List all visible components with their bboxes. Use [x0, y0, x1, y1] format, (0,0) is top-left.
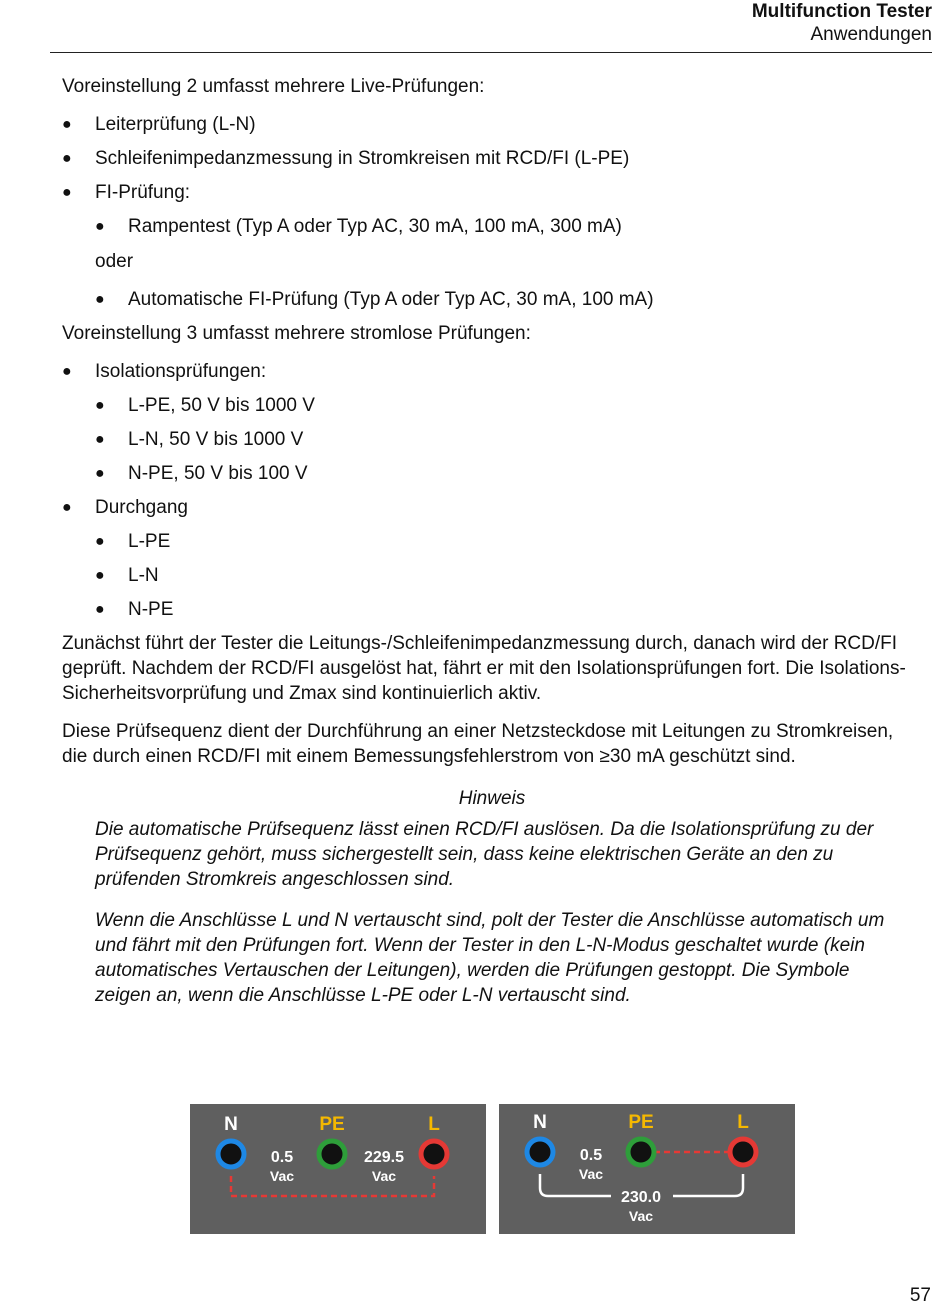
- paragraph: Diese Prüfsequenz dient der Durchführung an einer Netzsteckdose mit Leitungen zu Stromkreisen, die durch einen RCD/FI mit einem Bemessungsfehlerstrom von ≥30 mA geschützt sind.: [62, 721, 894, 767]
- page-number: 57: [909, 1285, 931, 1306]
- sub-list-item: ● L-PE: [95, 531, 171, 552]
- voltage-value: 0.5: [579, 1147, 603, 1164]
- header-subtitle: Anwendungen: [810, 24, 932, 45]
- preset2-intro: Voreinstellung 2 umfasst mehrere Live-Prüfungen:: [62, 76, 485, 97]
- sub-list-item: ● L-N: [95, 565, 159, 586]
- list-item: ● Schleifenimpedanzmessung in Stromkreisen mit RCD/FI (L-PE): [62, 148, 630, 169]
- label-pe: PE: [319, 1114, 345, 1135]
- voltage-value: 229.5: [363, 1149, 405, 1166]
- sub-list-item: ● Rampentest (Typ A oder Typ AC, 30 mA, 100 mA, 300 mA): [95, 216, 622, 237]
- terminal-pe-icon: [319, 1141, 345, 1167]
- bullet-icon: ●: [62, 150, 72, 167]
- label-n: N: [533, 1112, 547, 1133]
- sub-list-item: ● N-PE: [95, 599, 174, 620]
- note-paragraph: Die automatische Prüfsequenz lässt einen RCD/FI auslösen. Da die Isolationsprüfung zu der Prüfsequenz gehört, muss sichergestellt sein, dass keine elektrischen Geräte an den zu prüfenden Stromkreis angeschlossen sind.: [95, 819, 874, 890]
- terminal-n-icon: [527, 1139, 553, 1165]
- voltage-value: 230.0: [620, 1189, 662, 1206]
- bullet-icon: ●: [62, 116, 72, 133]
- bullet-icon: ●: [95, 601, 105, 618]
- label-l: L: [737, 1112, 749, 1133]
- list-item: ● FI-Prüfung:: [62, 182, 191, 203]
- paragraph: Zunächst führt der Tester die Leitungs-/Schleifenimpedanzmessung durch, danach wird der RCD/FI geprüft. Nachdem der RCD/FI ausgelöst hat, fährt er mit den Isolationsprüfungen fort. Die Isolations-Sicherheitsvorprüfung und Zmax sind kontinuierlich aktiv.: [62, 633, 906, 704]
- terminal-l-icon: [730, 1139, 756, 1165]
- voltage-unit: Vac: [628, 1208, 654, 1224]
- sub-list-item: ● L-PE, 50 V bis 1000 V: [95, 395, 315, 416]
- sub-list-item: ● Automatische FI-Prüfung (Typ A oder Typ AC, 30 mA, 100 mA): [95, 289, 654, 310]
- sub-list-item: ● N-PE, 50 V bis 100 V: [95, 463, 308, 484]
- bullet-icon: ●: [95, 291, 105, 308]
- header-title: Multifunction Tester: [751, 1, 932, 22]
- or-text: oder: [95, 251, 134, 272]
- voltage-unit: Vac: [371, 1168, 397, 1184]
- terminal-pe-icon: [628, 1139, 654, 1165]
- bullet-icon: ●: [62, 499, 72, 516]
- bullet-icon: ●: [62, 363, 72, 380]
- bullet-icon: ●: [95, 567, 105, 584]
- terminal-l-icon: [421, 1141, 447, 1167]
- label-l: L: [428, 1114, 440, 1135]
- bullet-icon: ●: [95, 431, 105, 448]
- bullet-icon: ●: [95, 397, 105, 414]
- bullet-icon: ●: [95, 218, 105, 235]
- page-header: [752, 0, 932, 46]
- swap-indicator-dashed: [231, 1176, 434, 1196]
- figure-lpe-swapped: [190, 1104, 486, 1234]
- note-title: Hinweis: [458, 788, 526, 809]
- bullet-icon: ●: [62, 184, 72, 201]
- sub-list-item: ● L-N, 50 V bis 1000 V: [95, 429, 304, 450]
- bullet-icon: ●: [95, 533, 105, 550]
- figure-ln-swapped: [499, 1104, 795, 1234]
- label-pe: PE: [628, 1112, 654, 1133]
- list-item: ● Durchgang: [62, 497, 188, 518]
- header-rule: [50, 52, 932, 53]
- page-content: [62, 74, 922, 1008]
- list-item: ● Isolationsprüfungen:: [62, 361, 267, 382]
- voltage-unit: Vac: [578, 1166, 604, 1182]
- note-paragraph: Wenn die Anschlüsse L und N vertauscht sind, polt der Tester die Anschlüsse automatisch um und fährt mit den Prüfungen fort. Wenn der Tester in den L-N-Modus geschaltet wurde (kein automatisches Vertauschen der Leitungen), werden die Prüfungen gestoppt. Die Symbole zeigen an, wenn die Anschlüsse L-PE oder L-N vertauscht sind.: [95, 910, 885, 1006]
- label-n: N: [224, 1114, 238, 1135]
- list-item: ● Leiterprüfung (L-N): [62, 114, 256, 135]
- terminal-n-icon: [218, 1141, 244, 1167]
- voltage-unit: Vac: [269, 1168, 295, 1184]
- preset3-intro: Voreinstellung 3 umfasst mehrere stromlose Prüfungen:: [62, 323, 531, 344]
- bullet-icon: ●: [95, 465, 105, 482]
- voltage-value: 0.5: [270, 1149, 294, 1166]
